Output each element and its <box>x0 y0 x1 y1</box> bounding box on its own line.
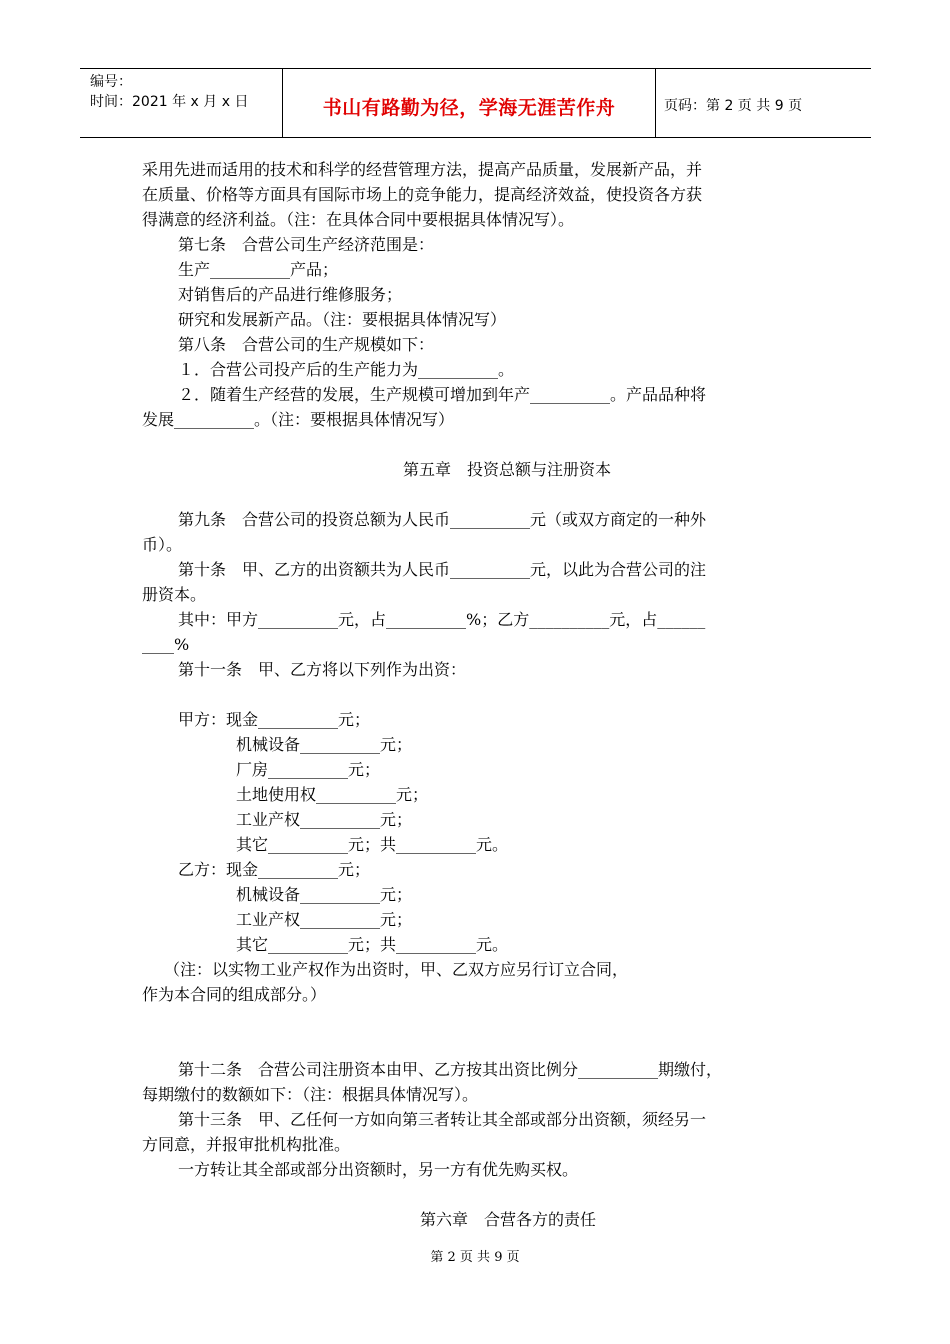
paragraph-line: 每期缴付的数额如下：（注：根据具体情况写）。 <box>142 1085 479 1104</box>
note-line: （注：以实物工业产权作为出资时，甲、乙双方应另行订立合同， <box>164 960 629 979</box>
paragraph-line: 发展__________。（注：要根据具体情况写） <box>142 410 455 429</box>
footer-page-number: 第 2 页 共 9 页 <box>430 1250 520 1265</box>
paragraph-line: 对销售后的产品进行维修服务； <box>178 285 403 304</box>
paragraph-line: 一方转让其全部或部分出资额时，另一方有优先购买权。 <box>178 1160 579 1179</box>
paragraph-line: 币）。 <box>142 535 183 554</box>
header-page-number: 页码：第 2 页 共 9 页 <box>664 98 803 114</box>
article-11: 第十一条 甲、乙方将以下列作为出资： <box>178 660 467 679</box>
party-a-contribution: 甲方：现金__________元； <box>178 710 371 729</box>
article-7: 第七条 合营公司生产经济范围是： <box>178 235 435 254</box>
party-a-contribution: 工业产权__________元； <box>236 810 413 829</box>
party-a-contribution: 厂房__________元； <box>236 760 381 779</box>
article-8: 第八条 合营公司的生产规模如下： <box>178 335 435 354</box>
party-a-contribution: 其它__________元；共__________元。 <box>236 835 509 854</box>
party-b-contribution: 机械设备__________元； <box>236 885 413 904</box>
paragraph-line: 册资本。 <box>142 585 207 604</box>
paragraph-line: 采用先进而适用的技术和科学的经营管理方法，提高产品质量，发展新产品，并 <box>142 160 703 179</box>
document-number-label: 编号： <box>90 74 132 90</box>
header-table <box>80 68 871 138</box>
party-a-contribution: 机械设备__________元； <box>236 735 413 754</box>
header-page-cell <box>656 69 871 137</box>
party-a-contribution: 土地使用权__________元； <box>236 785 429 804</box>
paragraph-line: 方同意，并报审批机构批准。 <box>142 1135 351 1154</box>
party-b-contribution: 乙方：现金__________元； <box>178 860 371 879</box>
chapter-5-heading: 第五章 投资总额与注册资本 <box>403 460 612 479</box>
party-b-contribution: 工业产权__________元； <box>236 910 413 929</box>
paragraph-line: ____% <box>142 635 190 654</box>
party-b-contribution: 其它__________元；共__________元。 <box>236 935 509 954</box>
article-9: 第九条 合营公司的投资总额为人民币__________元（或双方商定的一种外 <box>178 510 707 529</box>
paragraph-line: 得满意的经济利益。（注：在具体合同中要根据具体情况写）。 <box>142 210 575 229</box>
paragraph-line: ２．随着生产经营的发展，生产规模可增加到年产__________。产品品种将 <box>178 385 707 404</box>
article-13: 第十三条 甲、乙任何一方如向第三者转让其全部或部分出资额，须经另一 <box>178 1110 707 1129</box>
article-12: 第十二条 合营公司注册资本由甲、乙方按其出资比例分__________期缴付， <box>178 1060 723 1079</box>
motto-text: 书山有路勤为径，学海无涯苦作舟 <box>322 97 616 119</box>
article-10: 第十条 甲、乙方的出资额共为人民币__________元，以此为合营公司的注 <box>178 560 707 579</box>
paragraph-line: 生产__________产品； <box>178 260 339 279</box>
header-left-cell <box>80 69 283 137</box>
header-motto-cell <box>283 69 656 137</box>
paragraph-line: 在质量、价格等方面具有国际市场上的竞争能力，提高经济效益，使投资各方获 <box>142 185 703 204</box>
note-line: 作为本合同的组成部分。） <box>142 985 327 1004</box>
document-date: 时间：2021 年 x 月 x 日 <box>90 94 249 110</box>
paragraph-line: 研究和发展新产品。（注：要根据具体情况写） <box>178 310 507 329</box>
paragraph-line: 其中：甲方__________元，占__________%；乙方__________元，占______ <box>178 610 706 629</box>
paragraph-line: １．合营公司投产后的生产能力为__________。 <box>178 360 515 379</box>
chapter-6-heading: 第六章 合营各方的责任 <box>420 1210 597 1229</box>
